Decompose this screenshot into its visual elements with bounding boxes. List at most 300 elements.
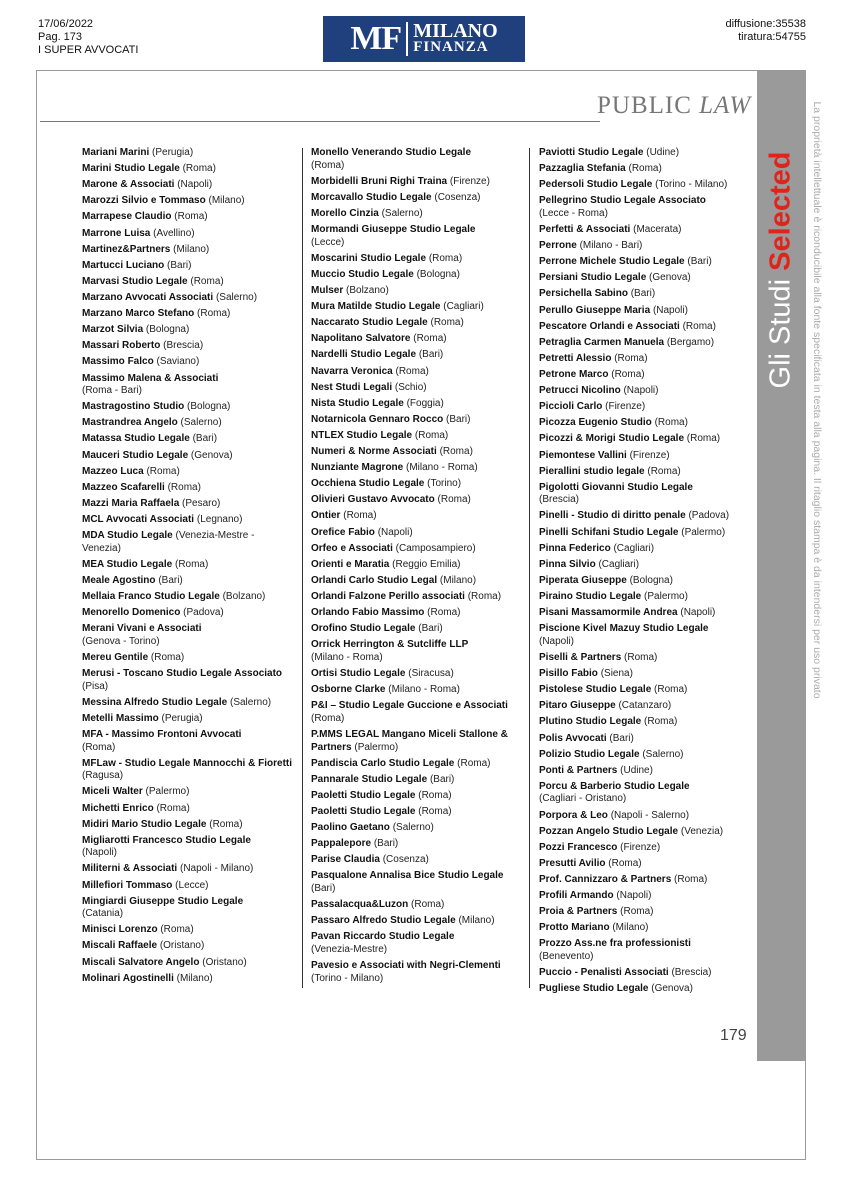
firm-location: (Cagliari) (613, 542, 655, 554)
firm-location: (Bari) (373, 838, 399, 850)
firm-entry (539, 874, 749, 887)
firm-location: (Milano) (439, 574, 477, 586)
firm-entry (82, 324, 292, 337)
firm-entry (539, 623, 749, 648)
firm-entry (82, 880, 292, 893)
firm-name: MDA Studio Legale (82, 530, 173, 542)
firm-entry (539, 179, 749, 192)
firm-location: (Napoli) (652, 304, 688, 316)
firm-entry (539, 810, 749, 823)
firm-name: Petrone Marco (539, 369, 609, 381)
firm-entry (82, 591, 292, 604)
firm-name: Polizio Studio Legale (539, 748, 640, 760)
firm-name: Orlando Fabio Massimo (311, 607, 425, 619)
firm-location: (Udine) (646, 147, 680, 158)
firm-entry (82, 466, 292, 479)
firm-name: Marzano Marco Stefano (82, 308, 195, 320)
firm-entry (82, 260, 292, 273)
firm-location: (Roma) (647, 465, 681, 477)
firm-name: Puccio - Penalisti Associati (539, 967, 669, 979)
firm-location: (Cagliari) (598, 558, 640, 570)
firm-name: Pisillo Fabio (539, 668, 598, 680)
firm-name: Moscarini Studio Legale (311, 252, 427, 264)
firm-name: Pisani Massamormile Andrea (539, 607, 678, 619)
firm-location: (Brescia) (163, 340, 204, 352)
firm-name: Pinna Federico (539, 542, 611, 554)
firm-entry (82, 940, 292, 953)
header-diffusione: diffusione:35538 (725, 18, 806, 30)
firm-location: (Napoli) (539, 635, 575, 647)
firm-location: (Salerno) (230, 696, 272, 708)
firm-entry (82, 697, 292, 710)
firm-name: Passalacqua&Luzon (311, 899, 409, 911)
firm-entry (311, 623, 523, 636)
firm-name: Paoletti Studio Legale (311, 806, 416, 818)
firm-location: (Venezia-Mestre) (311, 943, 388, 955)
firm-name: Ortisi Studio Legale (311, 668, 406, 680)
firm-entry (539, 983, 749, 996)
firm-name: NTLEX Studio Legale (311, 429, 413, 441)
firm-entry (82, 786, 292, 799)
firm-name: Meale Agostino (82, 574, 156, 586)
firm-name: MCL Avvocati Associati (82, 514, 195, 525)
firm-location: (Roma) (430, 317, 464, 329)
firm-entry (311, 915, 523, 928)
firm-entry (311, 208, 523, 221)
firm-location: (Bari) (192, 433, 218, 445)
firm-location: (Ragusa) (82, 770, 124, 782)
firm-location: (Roma) (150, 651, 185, 663)
firm-location: (Oristano) (202, 956, 247, 968)
firm-entry (311, 559, 523, 572)
firm-entry (539, 906, 749, 919)
firm-location: (Perugia) (152, 147, 194, 158)
firm-name: Ponti & Partners (539, 764, 618, 776)
firm-name: MFA - Massimo Frontoni Avvocati (82, 728, 242, 740)
firm-entry (311, 668, 523, 681)
firm-location: (Cagliari - Oristano) (539, 793, 627, 805)
firm-entry (311, 224, 523, 249)
firm-name: Marozzi Silvio e Tommaso (82, 195, 206, 207)
firm-entry (311, 639, 523, 664)
firm-name: Picozza Eugenio Studio (539, 417, 652, 429)
firm-location: (Torino) (427, 478, 462, 490)
firm-entry (539, 147, 749, 160)
firm-entry (311, 317, 523, 330)
firm-location: (Bari) (418, 349, 444, 361)
firm-name: Passaro Alfredo Studio Legale (311, 915, 456, 927)
firm-location: (Salerno) (215, 291, 258, 303)
firm-location: (Napoli) (177, 179, 213, 191)
firm-entry (539, 337, 749, 350)
firm-entry (311, 366, 523, 379)
logo-separator (406, 22, 408, 56)
firm-entry (82, 450, 292, 463)
firm-entry (539, 321, 749, 334)
column-divider-1 (302, 148, 303, 988)
firm-location: (Bari) (630, 288, 656, 300)
public-law-banner (597, 92, 751, 120)
firm-location: (Perugia) (161, 712, 203, 724)
firm-location: (Milano) (612, 922, 649, 934)
firm-entry (82, 482, 292, 495)
firm-entry (539, 240, 749, 253)
firm-entry (82, 244, 292, 257)
firm-entry (311, 806, 523, 819)
firm-location: (Avellino) (153, 227, 195, 239)
firm-entry (311, 931, 523, 956)
firm-location: (Venezia) (680, 825, 724, 837)
firm-location: (Roma) (160, 924, 194, 936)
firm-location: (Palermo) (644, 591, 688, 603)
firm-entry (311, 758, 523, 771)
firm-location: (Roma) (620, 906, 654, 918)
firm-name: P.MMS LEGAL Mangano Miceli Stallone & Partners (311, 728, 508, 753)
firm-entry (539, 195, 749, 220)
firm-name: Millefiori Tommaso (82, 879, 173, 891)
firm-location: (Roma) (156, 802, 190, 814)
firm-entry (311, 285, 523, 298)
firm-name: Mastragostino Studio (82, 401, 185, 413)
firm-entry (311, 414, 523, 427)
firm-entry (539, 842, 749, 855)
firm-name: Pasqualone Annalisa Bice Studio Legale (311, 870, 504, 882)
firm-name: Militerni & Associati (82, 863, 178, 875)
firm-name: Paoletti Studio Legale (311, 789, 416, 801)
firm-entry (311, 333, 523, 346)
firm-name: Orienti e Maratia (311, 558, 390, 570)
firm-name: Marvasi Studio Legale (82, 275, 188, 287)
firm-location: (Roma) (686, 433, 721, 445)
firm-location: (Firenze) (629, 449, 670, 461)
firm-location: (Legnano) (196, 514, 243, 525)
firm-entry (539, 938, 749, 963)
firm-location: (Roma) (197, 308, 231, 320)
firm-entry (539, 256, 749, 269)
firm-name: Massimo Malena & Associati (82, 372, 219, 384)
firm-entry (311, 822, 523, 835)
firm-name: Prozzo Ass.ne fra professionisti (539, 938, 691, 950)
firm-location: (Bari) (167, 259, 192, 271)
firm-location: (Bari) (429, 773, 455, 785)
firm-entry (82, 147, 292, 160)
firm-location: (Roma) (146, 465, 180, 477)
firm-location: (Udine) (620, 764, 653, 776)
firm-location: (Camposampiero) (395, 542, 476, 554)
mf-milano-finanza-logo (323, 16, 525, 62)
firm-entry (539, 527, 749, 540)
firm-name: Pappalepore (311, 838, 372, 850)
firm-name: Mormandi Giuseppe Studio Legale (311, 224, 476, 236)
firm-name: Menorello Domenico (82, 607, 181, 619)
firm-name: Pandiscia Carlo Studio Legale (311, 757, 455, 769)
firm-entry (82, 340, 292, 353)
firm-location: (Bologna) (416, 268, 460, 280)
firm-name: Miscali Salvatore Angelo (82, 956, 200, 968)
firm-name: Pavan Riccardo Studio Legale (311, 931, 455, 943)
firm-name: Perfetti & Associati (539, 224, 631, 236)
firm-entry (311, 382, 523, 395)
firm-name: Porpora & Leo (539, 809, 608, 821)
header-date: 17/06/2022 (38, 18, 94, 30)
firm-entry (311, 446, 523, 459)
firm-name: Numeri & Norme Associati (311, 446, 437, 458)
firm-entry (82, 896, 292, 921)
firm-location: (Salerno) (392, 822, 434, 834)
firm-entry (539, 967, 749, 980)
firm-location: (Roma) (209, 818, 243, 830)
firm-name: Pedersoli Studio Legale (539, 179, 653, 191)
firm-name: Plutino Studio Legale (539, 716, 642, 728)
firm-name: Orlandi Carlo Studio Legal (311, 574, 438, 586)
firm-name: Pinelli - Studio di diritto penale (539, 510, 686, 522)
firm-name: Mura Matilde Studio Legale (311, 301, 441, 313)
firm-name: Perrone (539, 240, 577, 252)
firm-entry (82, 292, 292, 305)
firm-location: (Roma) (82, 741, 116, 753)
firm-location: (Cosenza) (434, 191, 481, 203)
firm-entry (311, 527, 523, 540)
firm-name: Naccarato Studio Legale (311, 317, 428, 329)
firm-location: (Roma) (467, 591, 502, 603)
firm-location: (Palermo) (681, 526, 726, 538)
firm-entry (311, 700, 523, 725)
firm-name: Persichella Sabino (539, 288, 628, 300)
firm-entry (82, 276, 292, 289)
firm-entry (82, 433, 292, 446)
firm-location: (Bologna) (629, 574, 673, 586)
firm-name: Mazzeo Scafarelli (82, 481, 165, 493)
firm-location: (Padova) (183, 607, 224, 619)
firm-location: (Schio) (394, 381, 427, 393)
firm-entry (311, 398, 523, 411)
banner-law: LAW (699, 92, 752, 119)
firm-location: (Roma) (395, 365, 429, 377)
firm-entry (539, 450, 749, 463)
firm-entry (311, 301, 523, 314)
header-right (725, 18, 806, 44)
firm-location: (Firenze) (605, 401, 646, 413)
firm-location: (Cosenza) (382, 854, 429, 866)
firm-column-1 (82, 147, 292, 989)
firm-location: (Bari) (446, 413, 471, 425)
firm-name: Monello Venerando Studio Legale (311, 147, 472, 158)
firm-name: Pigolotti Giovanni Studio Legale (539, 481, 693, 493)
firm-entry (539, 716, 749, 729)
firm-location: (Brescia) (671, 967, 712, 979)
firm-name: Petrucci Nicolino (539, 385, 621, 397)
firm-entry (82, 835, 292, 860)
firm-name: Mariani Marini (82, 147, 150, 158)
firm-name: Olivieri Gustavo Avvocato (311, 494, 435, 506)
firm-name: Proia & Partners (539, 906, 618, 918)
firm-entry (311, 870, 523, 895)
firm-name: Navarra Veronica (311, 365, 393, 377)
firm-location: (Roma) (644, 716, 678, 728)
firm-column-2 (311, 147, 523, 989)
firm-name: Perrone Michele Studio Legale (539, 256, 685, 268)
firm-location: (Padova) (688, 510, 730, 522)
logo-mf: MF (350, 20, 402, 57)
firm-entry (311, 790, 523, 803)
firm-location: (Salerno) (180, 417, 222, 429)
firm-entry (539, 684, 749, 697)
header-left (38, 18, 138, 57)
firm-name: Nardelli Studio Legale (311, 349, 417, 361)
firm-entry (539, 288, 749, 301)
firm-name: Piccioli Carlo (539, 401, 603, 413)
page-number: 179 (720, 1027, 747, 1044)
firm-name: Marini Studio Legale (82, 163, 180, 175)
firm-location: (Bolzano) (346, 284, 389, 296)
firm-name: Pozzan Angelo Studio Legale (539, 825, 679, 837)
firm-location: (Genova) (651, 983, 693, 995)
firm-entry (82, 924, 292, 937)
firm-location: (Genova) (190, 449, 233, 461)
firm-location: (Bari) (687, 256, 712, 268)
firm-name: Paolino Gaetano (311, 822, 390, 834)
firm-entry (311, 494, 523, 507)
firm-location: (Napoli) (616, 890, 652, 902)
firm-location: (Roma) (343, 510, 377, 522)
firm-name: Miscali Raffaele (82, 940, 158, 952)
firm-name: Pescatore Orlandi e Associati (539, 320, 680, 332)
firm-entry (82, 758, 292, 783)
firm-name: Prof. Cannizzaro & Partners (539, 873, 672, 885)
firm-location: (Roma) (628, 163, 662, 175)
firm-entry (311, 729, 523, 754)
firm-location: (Napoli) (623, 385, 659, 397)
firm-entry (82, 819, 292, 832)
firm-entry (82, 228, 292, 241)
firm-name: Petraglia Carmen Manuela (539, 336, 665, 348)
firm-entry (311, 462, 523, 475)
firm-entry (82, 729, 292, 754)
firm-location: (Catania) (82, 908, 124, 920)
firm-name: Pinna Silvio (539, 558, 596, 570)
firm-location: (Roma) (674, 873, 708, 885)
firm-entry (82, 713, 292, 726)
firm-name: Piemontese Vallini (539, 449, 627, 461)
firm-location: (Pesaro) (182, 497, 221, 509)
firm-entry (311, 684, 523, 697)
firm-name: Presutti Avilio (539, 857, 606, 869)
firm-entry (539, 733, 749, 746)
firm-name: Notarnicola Gennaro Rocco (311, 413, 444, 425)
firm-location: (Roma) (190, 275, 224, 287)
firm-location: (Bologna) (145, 324, 190, 336)
firm-entry (539, 559, 749, 572)
firm-location: (Milano - Bari) (579, 240, 643, 252)
firm-location: (Bergamo) (666, 336, 715, 348)
firm-location: (Milano) (208, 195, 245, 207)
firm-name: Persiani Studio Legale (539, 272, 647, 284)
firm-entry (539, 652, 749, 665)
firm-name: Pavesio e Associati with Negri-Clementi (311, 960, 501, 972)
firm-name: Michetti Enrico (82, 802, 154, 814)
firm-entry (311, 176, 523, 189)
firm-name: Muccio Studio Legale (311, 268, 414, 280)
copyright-note: La proprietà intellettuale è riconducibile alla fonte specificata in testa alla pagina. Il ritaglio stampa è da intendersi per uso privato (811, 101, 823, 699)
firm-location: (Bolzano) (222, 591, 266, 603)
firm-name: Marrone Luisa (82, 227, 151, 239)
firm-location: (Siena) (600, 668, 633, 680)
logo-line1: MILANO (413, 20, 498, 42)
sidebar-title-highlight: Selected (764, 151, 797, 271)
firm-location: (Roma) (654, 684, 688, 696)
header-tiratura: tiratura:54755 (738, 31, 806, 43)
firm-name: Morello Cinzia (311, 207, 379, 219)
firm-location: (Roma) (654, 417, 688, 429)
firm-name: Profili Armando (539, 890, 614, 902)
firm-location: (Roma) (437, 494, 471, 506)
banner-rule (40, 121, 600, 122)
firm-entry (539, 482, 749, 507)
firm-name: Osborne Clarke (311, 684, 386, 696)
firm-location: (Lecce) (311, 236, 345, 248)
firm-name: Marzot Silvia (82, 324, 144, 336)
firm-entry (539, 353, 749, 366)
firm-entry (539, 781, 749, 806)
firm-name: Mereu Gentile (82, 651, 149, 663)
firm-name: Napolitano Salvatore (311, 333, 411, 345)
firm-name: MFLaw - Studio Legale Mannocchi & Fioretti (82, 757, 293, 769)
firm-name: Piperata Giuseppe (539, 574, 627, 586)
firm-name: Pierallini studio legale (539, 465, 645, 477)
firm-name: Morbidelli Bruni Righi Traina (311, 175, 448, 187)
firm-entry (539, 385, 749, 398)
firm-name: Ontier (311, 510, 341, 522)
firm-name: Morcavallo Studio Legale (311, 191, 432, 203)
firm-location: (Roma) (411, 899, 445, 911)
firm-location: (Oristano) (159, 940, 205, 952)
firm-name: Orofino Studio Legale (311, 623, 416, 635)
firm-entry (311, 430, 523, 443)
firm-name: Pannarale Studio Legale (311, 773, 428, 785)
firm-entry (539, 858, 749, 871)
firm-entry (82, 863, 292, 876)
firm-entry (311, 147, 523, 172)
firm-location: (Roma) (311, 712, 345, 724)
firm-entry (539, 765, 749, 778)
firm-name: Pitaro Giuseppe (539, 700, 616, 712)
logo-line2: FINANZA (413, 39, 489, 55)
firm-location: (Roma) (413, 333, 447, 345)
firm-entry (311, 854, 523, 867)
firm-location: (Roma) (439, 446, 473, 458)
firm-entry (82, 401, 292, 414)
firm-entry (539, 466, 749, 479)
firm-location: (Venezia-Mestre - Venezia) (82, 530, 255, 554)
firm-entry (539, 401, 749, 414)
firm-name: Pazzaglia Stefania (539, 163, 626, 175)
firm-name: Martinez&Partners (82, 243, 171, 255)
firm-name: Mauceri Studio Legale (82, 449, 189, 461)
firm-entry (539, 163, 749, 176)
firm-location: (Napoli) (680, 607, 716, 619)
firm-location: (Genova) (649, 272, 691, 284)
firm-location: (Roma) (418, 806, 452, 818)
firm-entry (82, 623, 292, 648)
firm-location: (Salerno) (642, 748, 684, 760)
firm-entry (82, 514, 292, 527)
firm-name: Mingiardi Giuseppe Studio Legale (82, 895, 244, 907)
firm-name: Protto Mariano (539, 922, 610, 934)
firm-entry (82, 668, 292, 693)
firm-entry (539, 510, 749, 523)
firm-location: (Torino - Milano) (311, 972, 384, 984)
firm-location: (Roma) (174, 558, 209, 570)
